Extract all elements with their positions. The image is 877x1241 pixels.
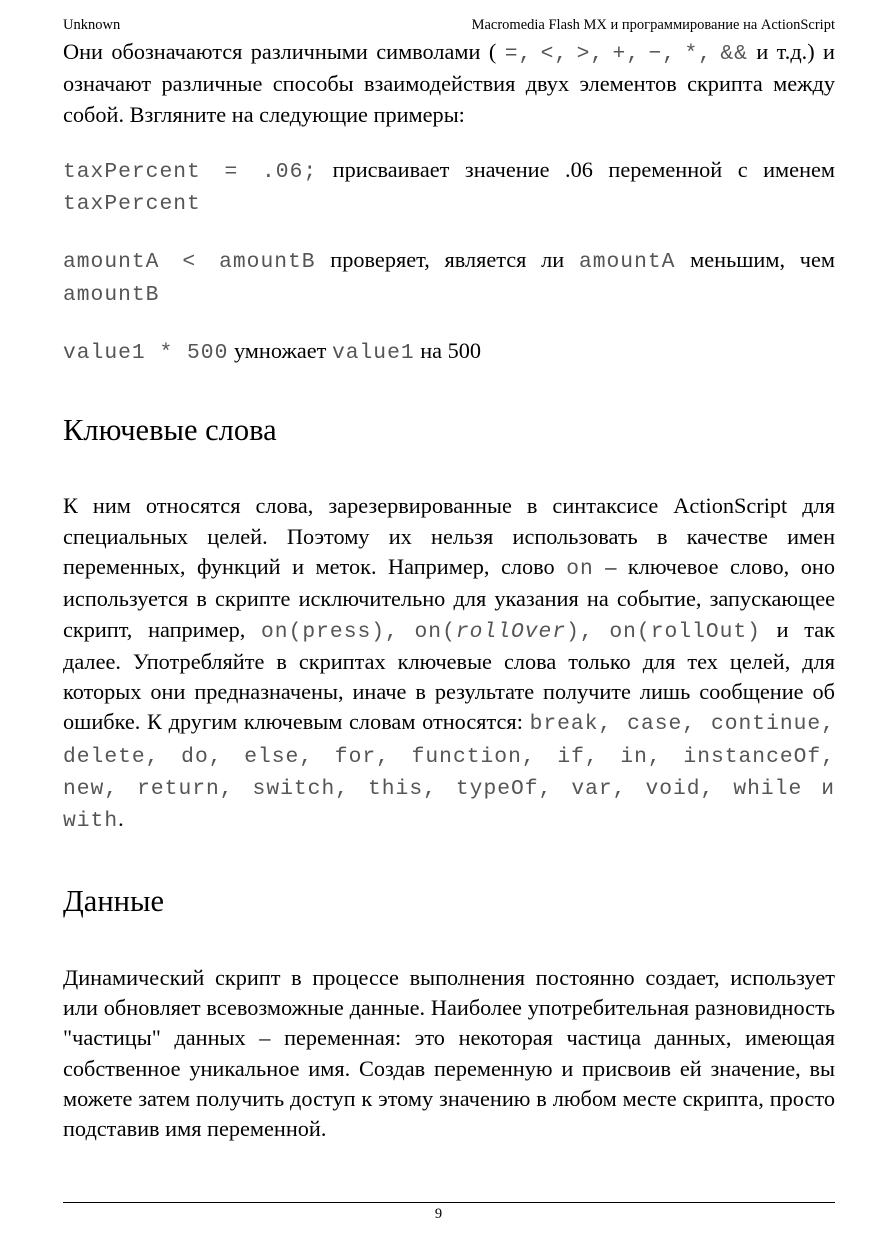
page-number: 9 [434,1206,443,1222]
example-text-2: меньшим, чем [675,247,835,273]
running-header-title: Macromedia Flash MX и программирование на ActionScript [471,17,835,33]
example-code: value1 * 500 [63,341,229,366]
intro-text-2: и т.д.) и означают различные способы взаимодействия двух элементов скрипта между собой. Взгляните на следующие примеры: [63,39,835,127]
example-compare [63,245,835,310]
kw-code-list: break, case, continue, delete, do, else, for, function, if, in, instanceOf, new, return, switch, this, typeOf, var, void, while и with [63,712,835,834]
kw-code-rollout: on(rollOut) [609,619,761,644]
operator-and: && [720,42,748,66]
operator-multiply: *, [684,42,713,66]
kw-code-rollover-b: rollOver [455,619,567,644]
kw-code-rollover [415,620,594,644]
example-code-var: amountA [578,250,676,275]
operator-assign: =, [504,42,533,66]
footer-divider [63,1202,835,1203]
intro-text-1: Они обозначаются различными символами ( [63,39,497,64]
example-code: taxPercent = .06; [63,159,318,184]
keywords-paragraph [63,491,835,836]
operator-minus: −, [648,42,677,66]
data-paragraph: Динамический скрипт в процессе выполнения постоянно создает, использует или обновляет всевозможные данные. Наиболее употребительная разновидность "частицы" данных – переменная: это некоторая частица данных, имеющая собственное уникальное имя. Создав переменную и присвоив ей значение, вы можете затем получить доступ к этому значению в любом месте скрипта, просто подставив имя переменной. [63,964,835,1142]
intro-paragraph [63,37,835,130]
kw-code-rollover-c: ), [566,619,594,644]
operator-greater: >, [576,42,605,66]
example-code-var-2: amountB [63,282,160,307]
kw-code-press: on(press), [261,619,399,644]
kw-text-3: и так далее. Употребляйте в скриптах ключевые слова только для тех целей, для которых они предназначены, иначе в результате получите лишь сообщение об ошибке. К другим ключевым словам относятся: [63,616,836,735]
example-assign [63,155,835,220]
example-code-var: value1 [331,341,415,366]
example-code: amountA < amountB [63,250,316,275]
example-text: присваивает значение .06 переменной с именем [317,156,836,182]
kw-code-rollover-a: on( [414,619,456,644]
example-text: умножает [228,338,332,364]
kw-text-1: К ним относятся слова, зарезервированные в синтаксисе ActionScript для специальных целей. Поэтому их нельзя использовать в качестве имен переменных, функций и меток. Например, слово [63,493,835,579]
page-content [63,37,835,1144]
example-code-var: taxPercent [63,192,201,217]
running-header-left: Unknown [63,17,121,33]
kw-text-4: . [118,806,124,832]
example-text: проверяет, является ли [315,247,579,273]
example-text-2: на 500 [414,338,482,364]
section-heading-data: Данные [63,883,165,918]
example-multiply [63,336,835,368]
kw-code-on: on [566,556,594,581]
section-heading-keywords: Ключевые слова [63,413,277,448]
operator-less: <, [540,42,569,66]
kw-text-2: – ключевое слово, оно используется в скрипте исключительно для указания на событие, запускающее скрипт, например, [63,553,835,642]
operator-plus: +, [612,42,641,66]
